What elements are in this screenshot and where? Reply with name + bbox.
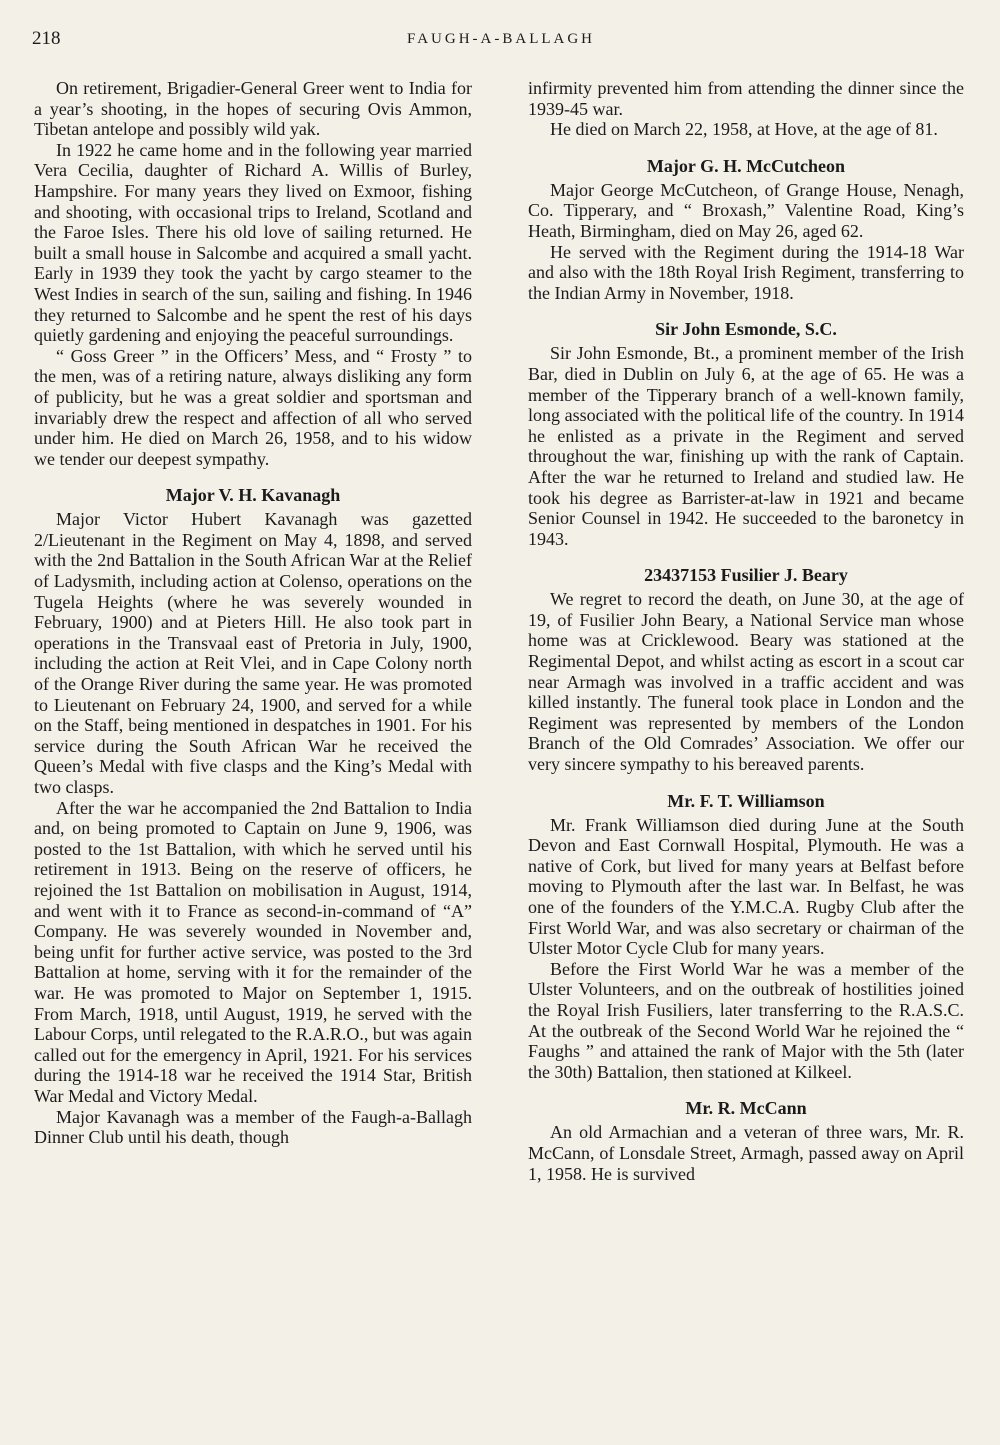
obituary-heading-kavanagh: Major V. H. Kavanagh [165,485,341,506]
paragraph: On retirement, Brigadier-General Greer went to India for a year’s shooting, in the hopes of securing Ovis Ammon, Tibetan antelope and possibly wild yak. [34,78,472,140]
obituary-heading-mccutcheon: Major G. H. McCutcheon [646,155,846,176]
paragraph: After the war he accompanied the 2nd Battalion to India and, on being promoted to Captain on June 9, 1906, was posted to the 1st Battalion, with which he served until his retirement in 1913. Being on the reserve of officers, he rejoined the 1st Battalion on mobilisation in August, 1914, and went with it to France as second-in-command of “A” Company. He was severely wounded in November and, being unfit for further active service, was posted to the 3rd Battalion at home, serving with it for the remainder of the war. He was promoted to Major on September 1, 1915. From March, 1918, until August, 1919, he served with the Labour Corps, until relegated to the R.A.R.O., but was again called out for the emergency in April, 1921. For his services during the 1914-18 war he received the 1914 Star, British War Medal and Victory Medal. [34,797,472,1106]
paragraph: Major Kavanagh was a member of the Faugh-a-Ballagh Dinner Club until his death, though [34,1106,472,1148]
paragraph: Sir John Esmonde, Bt., a prominent member of the Irish Bar, died in Dublin on July 6, at the age of 65. He was a member of the Tipperary branch of a well-known family, long associated with the political life of the country. In 1914 he enlisted as a private in the Regiment and served throughout the war, finishing up with the rank of Captain. After the war he returned to Ireland and studied law. He took his degree as Barrister-at-law in 1921 and became Senior Counsel in 1942. He succeeded to the baronetcy in 1943. [528,343,964,549]
paragraph: We regret to record the death, on June 30, at the age of 19, of Fusilier John Beary, a National Service man whose home was at Cricklewood. Beary was stationed at the Regimental Depot, and whilst acting as escort in a scout car near Armagh was involved in a traffic accident and was killed instantly. The funeral took place in London and the Regiment was represented by members of the London Branch of the Old Comrades’ Association. We offer our very sincere sympathy to his bereaved parents. [528,589,964,775]
obituary-heading-esmonde: Sir John Esmonde, S.C. [655,319,837,340]
paragraph: Before the First World War he was a member of the Ulster Volunteers, and on the outbreak of hostilities joined the Royal Irish Fusiliers, later transferring to the R.A.S.C. At the outbreak of the Second World War he rejoined the “ Faughs ” and attained the rank of Major with the 5th (later the 30th) Battalion, then stationed at Kilkeel. [528,958,964,1082]
paragraph: He died on March 22, 1958, at Hove, at the age of 81. [550,119,938,140]
obituary-heading-beary: 23437153 Fusilier J. Beary [644,565,848,586]
paragraph: Major Victor Hubert Kavanagh was gazetted 2/Lieutenant in the Regiment on May 4, 1898, and served with the 2nd Battalion in the South African War at the Relief of Ladysmith, including action at Colenso, operations on the Tugela Heights (where he was severely wounded in February, 1900) and at Pieters Hill. He also took part in operations in the Transvaal east of Pretoria in July, 1900, including the action at Reit Vlei, and in Cape Colony north of the Orange River during the same year. He was promoted to Lieutenant on February 24, 1900, and served for a while on the Staff, being mentioned in despatches in 1901. For his service during the South African War he received the Queen’s Medal with five clasps and the King’s Medal with two clasps. [34,509,472,797]
paragraph: In 1922 he came home and in the following year married Vera Cecilia, daughter of Richard A. Willis of Burley, Hampshire. For many years they lived on Exmoor, fishing and shooting, with occasional trips to Ireland, Scotland and the Faroe Isles. There his old love of sailing returned. He built a small house in Salcombe and acquired a small yacht. Early in 1939 they took the yacht by cargo steamer to the West Indies in search of the sun, sailing and fishing. In 1946 they returned to Salcombe and he spent the rest of his days quietly gardening and enjoying the peaceful surroundings. [34,139,472,346]
running-title: FAUGH-A-BALLAGH [406,31,596,47]
left-column [34,78,472,1148]
obituary-heading-williamson: Mr. F. T. Williamson [667,790,825,811]
paragraph: infirmity prevented him from attending the dinner since the 1939-45 war. [528,78,964,119]
right-column [528,78,964,1184]
paragraph: Major George McCutcheon, of Grange House, Nenagh, Co. Tipperary, and “ Broxash,” Valentine Road, King’s Heath, Birmingham, died on May 26, aged 62. [528,179,964,241]
page-header [32,28,970,56]
paragraph: “ Goss Greer ” in the Officers’ Mess, and “ Frosty ” to the men, was of a retiring nature, always disliking any form of publicity, but he was a great soldier and sportsman and invariably drew the respect and affection of all who served under him. He died on March 26, 1958, and to his widow we tender our deepest sympathy. [34,345,472,469]
page-number: 218 [32,28,61,49]
paragraph: An old Armachian and a veteran of three wars, Mr. R. McCann, of Lonsdale Street, Armagh, passed away on April 1, 1958. He is survived [528,1122,964,1184]
paragraph: Mr. Frank Williamson died during June at the South Devon and East Cornwall Hospital, Plymouth. He was a native of Cork, but lived for many years at Belfast before moving to Plymouth after the last war. In Belfast, he was one of the founders of the Y.M.C.A. Rugby Club after the First World War, and was also secretary or chairman of the Ulster Motor Cycle Club for many years. [528,814,964,959]
paragraph: He served with the Regiment during the 1914-18 War and also with the 18th Royal Irish Regiment, transferring to the Indian Army in November, 1918. [528,241,964,303]
obituary-heading-mccann: Mr. R. McCann [685,1098,807,1119]
